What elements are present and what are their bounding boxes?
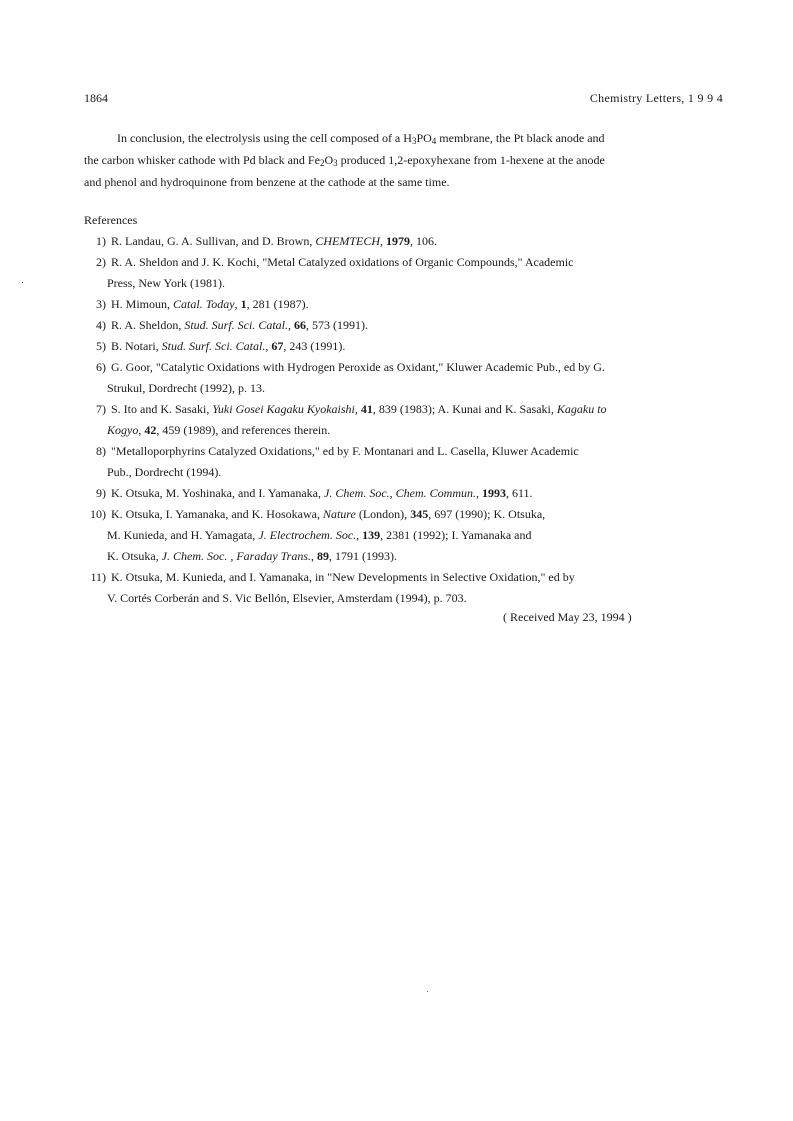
reference-5: 5) B. Notari, Stud. Surf. Sci. Catal., 67, 243 (1991). bbox=[96, 339, 346, 353]
reference-7: 7) S. Ito and K. Sasaki, Yuki Gosei Kagaku Kyokaishi, 41, 839 (1983); A. Kunai and K. Sasaki, Kagaku to bbox=[96, 402, 607, 416]
paragraph-line: and phenol and hydroquinone from benzene at the cathode at the same time. bbox=[84, 175, 450, 189]
page-number: 1864 bbox=[84, 91, 108, 105]
reference-8: 8) "Metalloporphyrins Catalyzed Oxidations," ed by F. Montanari and L. Casella, Kluwer Academic bbox=[96, 444, 579, 458]
reference-10: 10) K. Otsuka, I. Yamanaka, and K. Hosokawa, Nature (London), 345, 697 (1990); K. Otsuka, bbox=[90, 507, 546, 521]
references-heading: References bbox=[84, 213, 138, 227]
reference-7-cont: Kogyo, 42, 459 (1989), and references therein. bbox=[107, 423, 331, 437]
reference-2-cont: Press, New York (1981). bbox=[107, 276, 226, 290]
reference-9: 9) K. Otsuka, M. Yoshinaka, and I. Yamanaka, J. Chem. Soc., Chem. Commun., 1993, 611. bbox=[96, 486, 533, 500]
reference-8-cont: Pub., Dordrecht (1994). bbox=[107, 465, 222, 479]
reference-3: 3) H. Mimoun, Catal. Today, 1, 281 (1987). bbox=[96, 297, 309, 311]
reference-1: 1) R. Landau, G. A. Sullivan, and D. Brown, CHEMTECH, 1979, 106. bbox=[96, 234, 437, 248]
reference-11: 11) K. Otsuka, M. Kunieda, and I. Yamanaka, in "New Developments in Selective Oxidation," ed by bbox=[90, 570, 575, 584]
reference-10-cont: K. Otsuka, J. Chem. Soc. , Faraday Trans., 89, 1791 (1993). bbox=[107, 549, 397, 563]
references-list bbox=[84, 231, 724, 609]
reference-11-cont: V. Cortés Corberán and S. Vic Bellón, Elsevier, Amsterdam (1994), p. 703. bbox=[107, 591, 467, 605]
journal-name: Chemistry Letters, 1 9 9 4 bbox=[589, 91, 723, 105]
reference-6-cont: Strukul, Dordrecht (1992), p. 13. bbox=[107, 381, 265, 395]
paragraph-line: In conclusion, the electrolysis using the cell composed of a $H_3PO_4$ membrane, the Pt black anode and bbox=[117, 131, 605, 146]
conclusion-paragraph bbox=[84, 127, 724, 193]
scan-speck bbox=[427, 991, 428, 992]
reference-10-cont: M. Kunieda, and H. Yamagata, J. Electrochem. Soc., 139, 2381 (1992); I. Yamanaka and bbox=[107, 528, 532, 542]
reference-2: 2) R. A. Sheldon and J. K. Kochi, "Metal Catalyzed oxidations of Organic Compounds," Academic bbox=[96, 255, 574, 269]
received-date: ( Received May 23, 1994 ) bbox=[503, 610, 632, 624]
reference-6: 6) G. Goor, "Catalytic Oxidations with Hydrogen Peroxide as Oxidant," Kluwer Academic Pub., ed by G. bbox=[96, 360, 605, 374]
reference-4: 4) R. A. Sheldon, Stud. Surf. Sci. Catal., 66, 573 (1991). bbox=[96, 318, 369, 332]
paragraph-line: the carbon whisker cathode with Pd black and $Fe_2O_3$ produced 1,2-epoxyhexane from 1-hexene at the anode bbox=[84, 153, 605, 168]
scan-speck bbox=[22, 282, 23, 283]
